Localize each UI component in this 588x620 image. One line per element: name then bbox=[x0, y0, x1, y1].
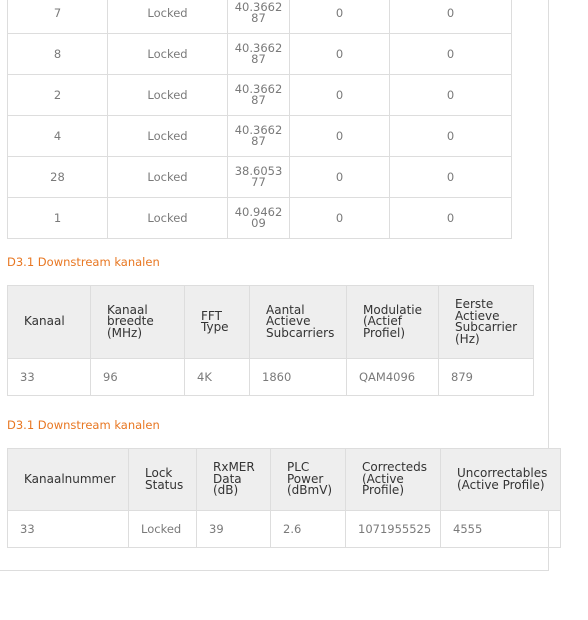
status-cell: Locked bbox=[108, 0, 228, 34]
channel-cell: 8 bbox=[8, 34, 108, 75]
table-row bbox=[8, 34, 512, 75]
table-row bbox=[8, 157, 512, 198]
channel-cell: 4 bbox=[8, 116, 108, 157]
status-cell: Locked bbox=[108, 198, 228, 239]
d30-downstream-table bbox=[7, 0, 512, 239]
column-header: Correcteds (Active Profile) bbox=[346, 449, 441, 511]
correcteds-cell: 1071955525 bbox=[346, 511, 441, 548]
status-cell: Locked bbox=[108, 75, 228, 116]
channel-cell: 33 bbox=[8, 359, 91, 396]
table-row bbox=[8, 511, 561, 548]
rxmer-cell: 39 bbox=[197, 511, 271, 548]
table-row bbox=[8, 359, 534, 396]
value-cell: 0 bbox=[290, 116, 390, 157]
column-header: Modulatie (Actief Profiel) bbox=[347, 286, 439, 359]
section-title-ofdm-info: D3.1 Downstream kanalen bbox=[7, 255, 160, 269]
frequency-cell: 38.605377 bbox=[228, 157, 290, 198]
value-cell: 0 bbox=[290, 0, 390, 34]
modulation-cell: QAM4096 bbox=[347, 359, 439, 396]
uncorrectables-cell: 4555 bbox=[441, 511, 561, 548]
column-header: Kanaal bbox=[8, 286, 91, 359]
value-cell: 0 bbox=[390, 157, 512, 198]
channel-cell: 2 bbox=[8, 75, 108, 116]
channel-cell: 28 bbox=[8, 157, 108, 198]
value-cell: 0 bbox=[390, 116, 512, 157]
lock-status-cell: Locked bbox=[129, 511, 197, 548]
first-subcarrier-cell: 879 bbox=[439, 359, 534, 396]
active-subcarriers-cell: 1860 bbox=[250, 359, 347, 396]
table-header-row bbox=[8, 286, 534, 359]
value-cell: 0 bbox=[390, 75, 512, 116]
frequency-cell: 40.366287 bbox=[228, 0, 290, 34]
value-cell: 0 bbox=[290, 157, 390, 198]
value-cell: 0 bbox=[390, 0, 512, 34]
table-header-row bbox=[8, 449, 561, 511]
status-cell: Locked bbox=[108, 116, 228, 157]
frequency-cell: 40.946209 bbox=[228, 198, 290, 239]
table-row bbox=[8, 75, 512, 116]
d31-channel-info-table bbox=[7, 285, 534, 396]
column-header: Kanaal breedte (MHz) bbox=[91, 286, 185, 359]
status-cell: Locked bbox=[108, 34, 228, 75]
table-row bbox=[8, 116, 512, 157]
column-header: Eerste Actieve Subcarrier (Hz) bbox=[439, 286, 534, 359]
status-cell: Locked bbox=[108, 157, 228, 198]
frequency-cell: 40.366287 bbox=[228, 116, 290, 157]
column-header: Lock Status bbox=[129, 449, 197, 511]
column-header: PLC Power (dBmV) bbox=[271, 449, 346, 511]
column-header: RxMER Data (dB) bbox=[197, 449, 271, 511]
frequency-cell: 40.366287 bbox=[228, 75, 290, 116]
plc-power-cell: 2.6 bbox=[271, 511, 346, 548]
table-row bbox=[8, 198, 512, 239]
value-cell: 0 bbox=[290, 34, 390, 75]
column-header: Aantal Actieve Subcarriers bbox=[250, 286, 347, 359]
column-header: Uncorrectables (Active Profile) bbox=[441, 449, 561, 511]
value-cell: 0 bbox=[390, 34, 512, 75]
table-row bbox=[8, 0, 512, 34]
value-cell: 0 bbox=[290, 198, 390, 239]
frequency-cell: 40.366287 bbox=[228, 34, 290, 75]
channel-cell: 1 bbox=[8, 198, 108, 239]
section-title-ofdm-status: D3.1 Downstream kanalen bbox=[7, 418, 160, 432]
d31-channel-status-table bbox=[7, 448, 561, 548]
channel-cell: 7 bbox=[8, 0, 108, 34]
column-header: FFT Type bbox=[185, 286, 250, 359]
value-cell: 0 bbox=[290, 75, 390, 116]
channel-number-cell: 33 bbox=[8, 511, 129, 548]
value-cell: 0 bbox=[390, 198, 512, 239]
fft-type-cell: 4K bbox=[185, 359, 250, 396]
bandwidth-cell: 96 bbox=[91, 359, 185, 396]
column-header: Kanaalnummer bbox=[8, 449, 129, 511]
